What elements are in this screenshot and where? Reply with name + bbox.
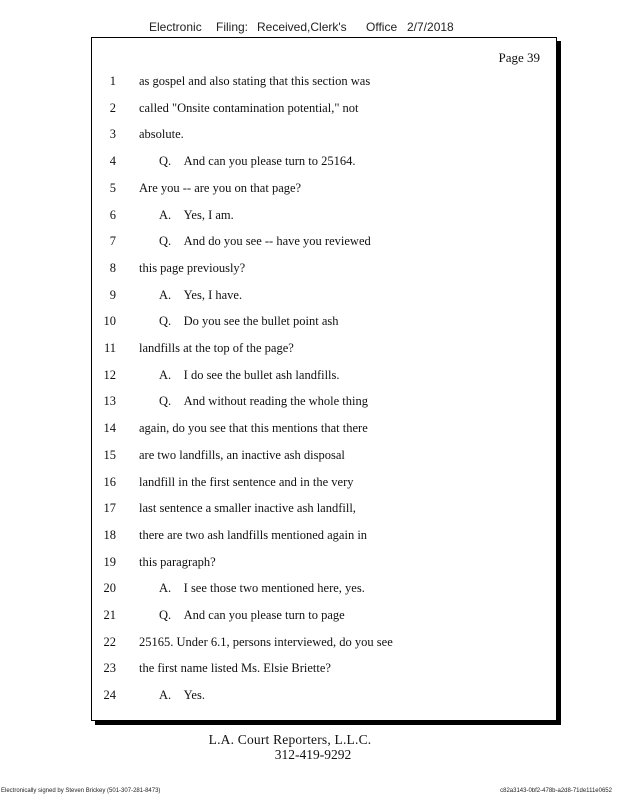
line-text: A. Yes, I have. <box>159 287 243 302</box>
line-number: 6 <box>109 207 116 222</box>
line-number: 20 <box>103 581 116 596</box>
transcript-line <box>92 368 556 386</box>
transcript-line <box>92 635 556 653</box>
filing-stamp-date: 2/7/2018 <box>407 20 454 34</box>
line-number: 3 <box>109 127 116 142</box>
line-text: Q. And can you please turn to page <box>159 608 345 622</box>
transcript-line <box>92 208 556 226</box>
transcript-line <box>92 501 556 519</box>
line-text: this paragraph? <box>139 554 216 569</box>
line-text: Are you -- are you on that page? <box>139 180 302 195</box>
line-number: 5 <box>109 180 116 195</box>
footer-phone-number: 312-419-9292 <box>274 747 352 762</box>
line-text: Q. And do you see -- have you reviewed <box>159 234 371 249</box>
document-id: c82a3143-0bf2-478b-a2d8-71de111e0652 <box>500 788 612 794</box>
transcript-line <box>92 341 556 359</box>
line-number: 19 <box>103 554 116 569</box>
transcript-line <box>92 394 556 412</box>
filing-stamp-word-electronic: Electronic <box>149 20 202 34</box>
transcript-page <box>91 37 557 721</box>
line-number: 12 <box>103 367 116 382</box>
line-number: 15 <box>103 447 116 462</box>
line-text: 25165. Under 6.1, persons interviewed, do you see <box>139 634 393 649</box>
transcript-line <box>92 101 556 119</box>
line-text: Q. And can you please turn to 25164. <box>159 154 356 169</box>
line-text: Q. And without reading the whole thing <box>159 394 368 409</box>
transcript-line <box>92 661 556 679</box>
page-number: Page 39 <box>498 50 540 65</box>
line-text: the first name listed Ms. Elsie Briette? <box>139 661 331 676</box>
line-text: called "Onsite contamination potential," not <box>139 100 359 115</box>
line-text: Q. Do you see the bullet point ash <box>159 314 339 329</box>
filing-stamp-word-office: Office <box>366 20 398 34</box>
transcript-line <box>92 154 556 172</box>
line-number: 14 <box>103 421 116 436</box>
filing-stamp-word-filing: Filing: <box>216 20 249 34</box>
line-number: 21 <box>103 608 116 622</box>
line-text: this page previously? <box>139 260 246 275</box>
line-text: there are two ash landfills mentioned again in <box>139 527 368 542</box>
line-text: as gospel and also stating that this section was <box>139 74 371 88</box>
transcript-line <box>92 234 556 252</box>
footer-company-name: L.A. Court Reporters, L.L.C. <box>208 732 372 747</box>
transcript-line <box>92 261 556 279</box>
transcript-line <box>92 475 556 493</box>
line-number: 23 <box>103 661 116 676</box>
line-text: A. Yes, I am. <box>159 207 234 222</box>
transcript-line <box>92 74 556 92</box>
transcript-line <box>92 581 556 599</box>
line-text: landfills at the top of the page? <box>139 341 294 355</box>
line-text: A. I do see the bullet ash landfills. <box>159 367 340 382</box>
line-number: 7 <box>109 234 116 249</box>
transcript-line <box>92 528 556 546</box>
line-text: again, do you see that this mentions that there <box>139 421 368 436</box>
line-number: 1 <box>109 74 116 88</box>
filing-stamp-word-received-clerks: Received,Clerk's <box>257 20 347 34</box>
transcript-line <box>92 181 556 199</box>
filing-stamp-header <box>0 20 618 36</box>
line-number: 16 <box>103 474 116 489</box>
transcript-line <box>92 608 556 626</box>
transcript-line <box>92 688 556 706</box>
line-text: landfill in the first sentence and in the very <box>139 474 354 489</box>
line-text: are two landfills, an inactive ash disposal <box>139 447 345 462</box>
line-number: 24 <box>103 688 116 703</box>
transcript-line <box>92 127 556 145</box>
line-number: 22 <box>103 634 116 649</box>
line-number: 11 <box>103 341 116 355</box>
line-text: A. Yes. <box>159 688 205 703</box>
transcript-line <box>92 448 556 466</box>
line-number: 4 <box>109 154 116 169</box>
line-number: 9 <box>109 287 116 302</box>
line-number: 8 <box>109 260 116 275</box>
line-text: absolute. <box>139 127 184 142</box>
line-number: 18 <box>103 527 116 542</box>
line-number: 10 <box>103 314 116 329</box>
transcript-line <box>92 421 556 439</box>
line-number: 17 <box>103 501 116 516</box>
transcript-line <box>92 555 556 573</box>
line-text: last sentence a smaller inactive ash landfill, <box>139 501 356 516</box>
line-number: 13 <box>103 394 116 409</box>
line-text: A. I see those two mentioned here, yes. <box>159 581 365 596</box>
transcript-line <box>92 288 556 306</box>
line-number: 2 <box>109 100 116 115</box>
transcript-line <box>92 314 556 332</box>
electronic-signature-note: Electronically signed by Steven Brickey (501-307-281-8473) <box>1 788 161 794</box>
